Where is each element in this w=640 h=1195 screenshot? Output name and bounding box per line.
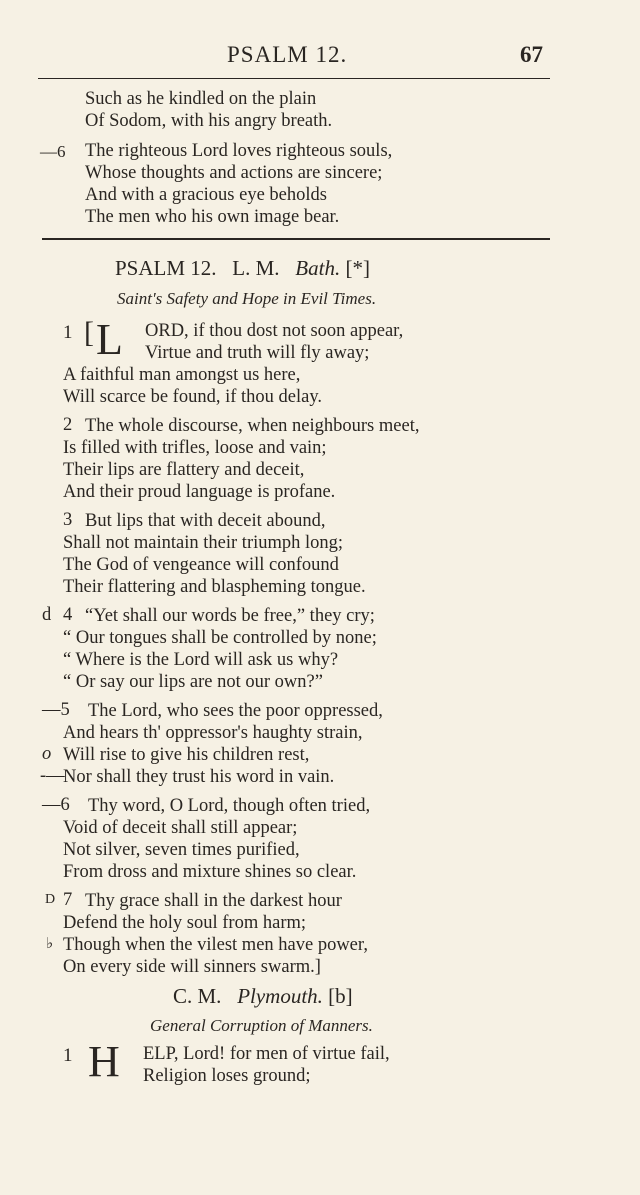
verse-line: The God of vengeance will confound [63, 555, 339, 575]
verse-line: On every side will sinners swarm.] [63, 957, 321, 977]
meter: C. M. [173, 984, 222, 1008]
psalm-number: PSALM 12. [115, 256, 217, 280]
open-bracket: [ [84, 316, 94, 349]
verse-line: Shall not maintain their triumph long; [63, 533, 344, 553]
stanza-number: —5 [42, 700, 70, 720]
tune-name: Plymouth. [237, 984, 323, 1008]
verse-line: Though when the vilest men have power, [63, 935, 368, 955]
verse-line: Whose thoughts and actions are sincere; [85, 163, 383, 183]
verse-line: Not silver, seven times purified, [63, 840, 300, 860]
stanza-number: —6 [42, 795, 70, 815]
verse-line: And hears th' oppressor's haughty strain, [63, 723, 363, 743]
section-rule [42, 238, 550, 240]
hymn-subtitle: General Corruption of Manners. [150, 1016, 373, 1035]
verse-line: Their flattering and blaspheming tongue. [63, 577, 366, 597]
verse-line: Nor shall they trust his word in vain. [63, 767, 335, 787]
verse-line: Is filled with trifles, loose and vain; [63, 438, 327, 458]
verse-line: ORD, if thou dost not soon appear, [145, 321, 404, 341]
stanza-number: 4 [63, 605, 73, 625]
verse-line: “ Our tongues shall be controlled by none; [63, 628, 377, 648]
verse-line: Such as he kindled on the plain [85, 89, 317, 109]
verse-line: ELP, Lord! for men of virtue fail, [143, 1044, 390, 1064]
dynamic-marker: d [42, 605, 52, 625]
drop-cap: H [88, 1037, 120, 1086]
psalm-subtitle: Saint's Safety and Hope in Evil Times. [117, 289, 377, 308]
verse-line: A faithful man amongst us here, [63, 365, 301, 385]
verse-line: From dross and mixture shines so clear. [63, 862, 357, 882]
verse-line: The Lord, who sees the poor oppressed, [88, 701, 383, 721]
dynamic-marker: ♭ [46, 936, 54, 952]
tune-name: Bath. [295, 256, 341, 280]
header-rule [38, 78, 550, 79]
dynamic-marker: -— [40, 766, 65, 786]
verse-line: The whole discourse, when neighbours meet, [85, 416, 420, 436]
verse-line: Their lips are flattery and deceit, [63, 460, 305, 480]
verse-line: Defend the holy soul from harm; [63, 913, 307, 933]
dynamic-marker: D [45, 892, 56, 907]
verse-line: And their proud language is profane. [63, 482, 336, 502]
stanza-number: —6 [40, 142, 66, 161]
stanza-number: 3 [63, 510, 73, 530]
verse-line: The righteous Lord loves righteous souls, [85, 141, 393, 161]
verse-line: Of Sodom, with his angry breath. [85, 111, 333, 131]
hymn-heading [173, 984, 353, 1009]
verse-line: Will scarce be found, if thou delay. [63, 387, 323, 407]
psalm-title [115, 256, 370, 281]
page-number: 67 [520, 42, 543, 67]
verse-line: And with a gracious eye beholds [85, 185, 327, 205]
meter: L. M. [232, 256, 280, 280]
stanza-number: 1 [63, 322, 73, 343]
verse-line: Thy word, O Lord, though often tried, [88, 796, 371, 816]
verse-line: Virtue and truth will fly away; [145, 343, 370, 363]
stanza-number: 2 [63, 415, 73, 435]
verse-line: Religion loses ground; [143, 1066, 311, 1086]
stanza-number: 1 [63, 1045, 73, 1066]
verse-line: The men who his own image bear. [85, 207, 340, 227]
stanza-number: 7 [63, 890, 73, 910]
verse-line: But lips that with deceit abound, [85, 511, 326, 531]
verse-line: “ Or say our lips are not our own?” [63, 672, 323, 692]
verse-line: “ Where is the Lord will ask us why? [63, 650, 339, 670]
drop-cap: L [96, 315, 123, 364]
verse-line: Thy grace shall in the darkest hour [85, 891, 342, 911]
verse-line: Void of deceit shall still appear; [63, 818, 298, 838]
verse-line: “Yet shall our words be free,” they cry; [85, 606, 375, 626]
dynamic-marker: o [42, 744, 52, 764]
tune-note: [*] [345, 256, 370, 280]
verse-line: Will rise to give his children rest, [63, 745, 310, 765]
tune-note: [b] [328, 984, 353, 1008]
running-header-title: PSALM 12. [227, 42, 348, 67]
